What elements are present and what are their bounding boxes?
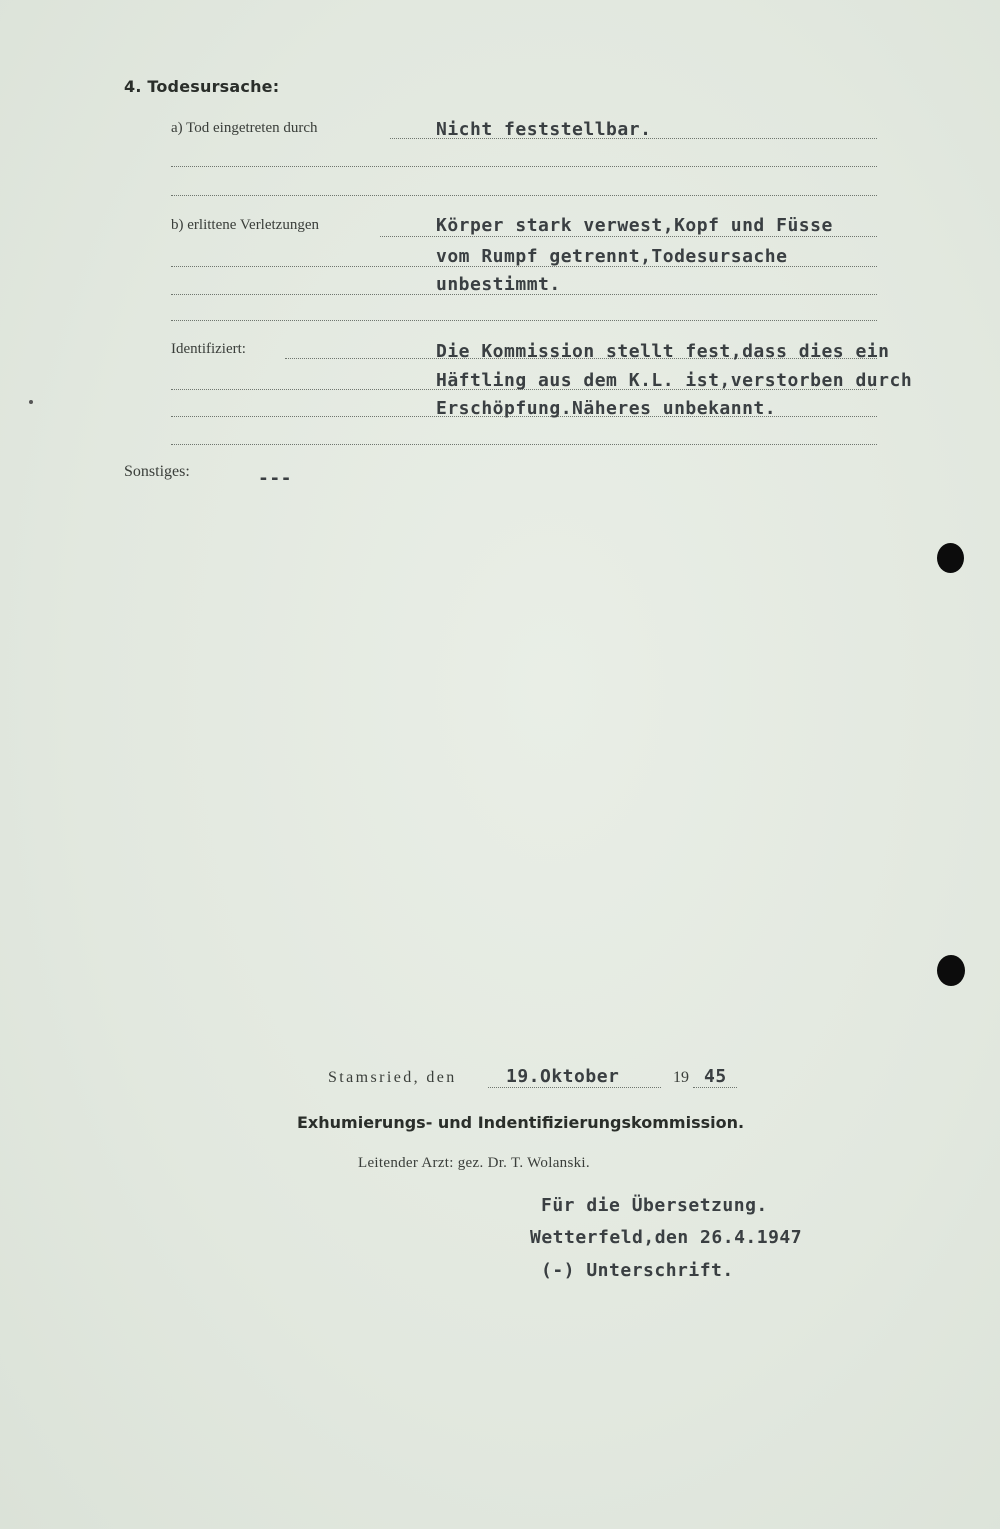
dotted-line (171, 444, 877, 445)
field-value-identified-line: Erschöpfung.Näheres unbekannt. (436, 398, 777, 419)
field-label-cause: a) Tod eingetreten durch (171, 120, 318, 136)
field-value-other: --- (258, 468, 293, 489)
field-value-injuries-line: vom Rumpf getrennt,Todesursache (436, 246, 788, 267)
date-value: 19.Oktober (506, 1066, 620, 1087)
field-value-cause: Nicht feststellbar. (436, 119, 652, 140)
year-suffix: 45 (704, 1066, 727, 1087)
dotted-line (380, 236, 877, 237)
punch-hole (937, 543, 964, 573)
dotted-line (171, 320, 877, 321)
doctor-signature-line: Leitender Arzt: gez. Dr. T. Wolanski. (358, 1155, 590, 1171)
field-value-identified-line: Die Kommission stellt fest,dass dies ein (436, 341, 890, 362)
dotted-line (488, 1087, 661, 1088)
translation-note-line: (-) Unterschrift. (541, 1260, 734, 1281)
field-label-other: Sonstiges: (124, 463, 190, 480)
section-heading: 4. Todesursache: (124, 77, 280, 96)
punch-hole (937, 955, 965, 986)
field-label-injuries: b) erlittene Verletzungen (171, 217, 319, 233)
dotted-line (171, 166, 877, 167)
place-prefix: Stamsried, den (328, 1069, 457, 1086)
translation-note-line: Wetterfeld,den 26.4.1947 (530, 1227, 803, 1248)
translation-note-line: Für die Übersetzung. (541, 1195, 768, 1216)
field-value-identified-line: Häftling aus dem K.L. ist,verstorben durch (436, 370, 913, 391)
year-prefix: 19 (673, 1069, 689, 1086)
dotted-line (171, 195, 877, 196)
commission-name: Exhumierungs- und Indentifizierungskommission. (297, 1113, 745, 1132)
field-value-injuries-line: unbestimmt. (436, 274, 561, 295)
field-label-identified: Identifiziert: (171, 341, 246, 357)
paper-speck (29, 400, 33, 404)
dotted-line (693, 1087, 737, 1088)
field-value-injuries-line: Körper stark verwest,Kopf und Füsse (436, 215, 833, 236)
